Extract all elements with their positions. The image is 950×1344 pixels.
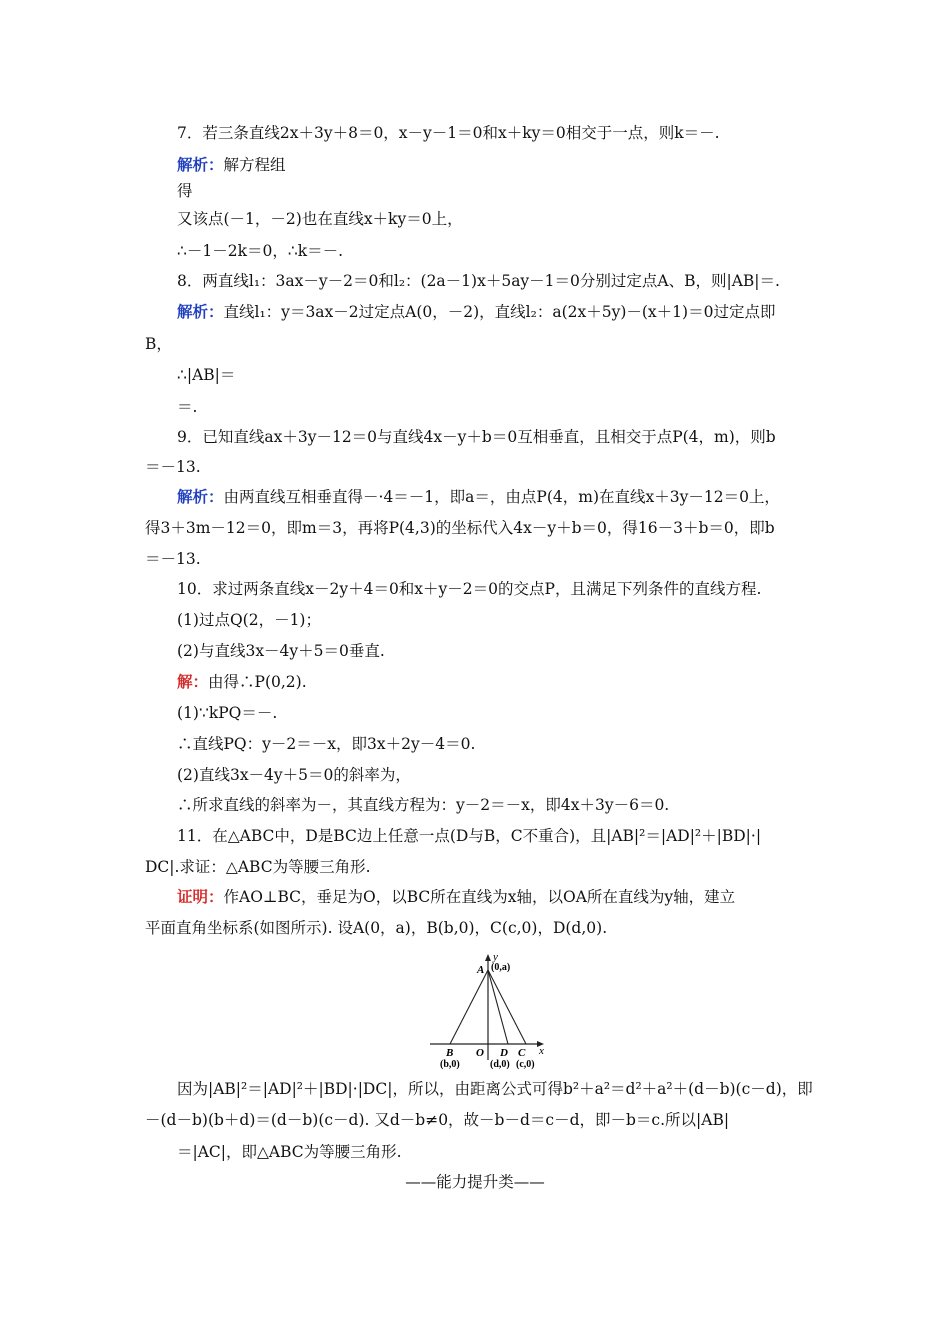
problem-10-line: (2)直线3x－4y＋5＝0的斜率为， xyxy=(177,766,411,784)
y-axis-label: y xyxy=(493,951,498,963)
analysis-text: 解方程组 xyxy=(223,156,286,174)
problem-10-line: (1)∵kPQ＝－. xyxy=(177,704,278,722)
problem-10-solution xyxy=(177,671,307,693)
proof-text: 作AO⊥BC，垂足为O，以BC所在直线为x轴，以OA所在直线为y轴，建立 xyxy=(223,888,736,906)
solution-text: 由得∴P(0,2). xyxy=(208,673,307,691)
point-A-coord: (0,a) xyxy=(491,962,511,973)
problem-7-line: ∴－1－2k＝0，∴k＝－. xyxy=(177,242,344,260)
proof-label: 证明： xyxy=(177,887,224,906)
problem-11-stem: 11．在△ABC中，D是BC边上任意一点(D与B，C不重合)，且|AB|²＝|AD|²＋|BD|·| xyxy=(177,827,762,845)
problem-7-line: 又该点(－1，－2)也在直线x＋ky＝0上， xyxy=(177,210,463,228)
problem-7-stem: 7．若三条直线2x＋3y＋8＝0，x－y－1＝0和x＋ky＝0相交于一点，则k＝－. xyxy=(177,124,720,142)
point-C-label: C xyxy=(518,1047,526,1059)
problem-9-line: 得3＋3m－12＝0，即m＝3，再将P(4,3)的坐标代入4x－y＋b＝0，得16－3＋b＝0，即b xyxy=(145,519,775,537)
problem-11-proof xyxy=(177,886,735,908)
analysis-text: 由两直线互相垂直得－·4＝－1，即a＝，由点P(4，m)在直线x＋3y－12＝0上， xyxy=(223,488,780,506)
point-D-label: D xyxy=(500,1047,508,1059)
problem-7-line: 得 xyxy=(177,182,193,200)
problem-8-stem: 8．两直线l₁：3ax－y－2＝0和l₂：(2a－1)x＋5ay－1＝0分别过定点A、B，则|AB|＝. xyxy=(177,272,780,290)
problem-9-stem: 9．已知直线ax＋3y－12＝0与直线4x－y＋b＝0互相垂直，且相交于点P(4，m)，则b xyxy=(177,428,776,446)
point-C-coord: (c,0) xyxy=(516,1059,535,1070)
triangle-figure xyxy=(420,948,560,1072)
origin-label: O xyxy=(476,1047,484,1059)
problem-11-line: 因为|AB|²＝|AD|²＋|BD|·|DC|，所以，由距离公式可得b²＋a²＝d²＋a²＋(d－b)(c－d)，即 xyxy=(177,1080,813,1098)
section-heading: ——能力提升类—— xyxy=(405,1173,545,1191)
x-axis-label: x xyxy=(539,1045,544,1057)
problem-10-condition: (1)过点Q(2，－1)； xyxy=(177,611,321,629)
analysis-text: 直线l₁：y＝3ax－2过定点A(0，－2)，直线l₂：a(2x＋5y)－(x＋1)＝0过定点即 xyxy=(223,303,776,321)
analysis-label: 解析： xyxy=(177,487,224,506)
point-D-coord: (d,0) xyxy=(490,1059,510,1070)
problem-11-line: －(d－b)(b＋d)＝(d－b)(c－d). 又d－b≠0，故－b－d＝c－d，即－b＝c.所以|AB| xyxy=(145,1111,730,1129)
solution-label: 解： xyxy=(177,672,209,691)
segment-AC xyxy=(488,970,526,1044)
problem-8-line: ＝. xyxy=(177,398,198,416)
point-B-label: B xyxy=(446,1047,454,1059)
segment-AD xyxy=(488,970,508,1044)
problem-11-stem: DC|.求证：△ABC为等腰三角形. xyxy=(145,858,371,876)
y-axis-arrow xyxy=(485,954,491,961)
problem-10-line: ∴所求直线的斜率为－，其直线方程为：y－2＝－x，即4x＋3y－6＝0. xyxy=(177,796,670,814)
problem-10-stem: 10．求过两条直线x－2y＋4＝0和x＋y－2＝0的交点P，且满足下列条件的直线方程. xyxy=(177,580,762,598)
problem-10-condition: (2)与直线3x－4y＋5＝0垂直. xyxy=(177,642,385,660)
problem-9-answer: ＝－13. xyxy=(145,458,201,476)
problem-10-line: ∴直线PQ：y－2＝－x，即3x＋2y－4＝0. xyxy=(177,735,476,753)
analysis-label: 解析： xyxy=(177,155,224,174)
problem-9-analysis xyxy=(177,486,780,508)
problem-11-line: ＝|AC|，即△ABC为等腰三角形. xyxy=(177,1143,402,1161)
point-B-coord: (b,0) xyxy=(440,1059,460,1070)
analysis-label: 解析： xyxy=(177,302,224,321)
problem-8-line: ∴|AB|＝ xyxy=(177,366,236,384)
problem-11-line: 平面直角坐标系(如图所示). 设A(0，a)，B(b,0)，C(c,0)，D(d,0). xyxy=(145,919,608,937)
problem-9-line: ＝－13. xyxy=(145,550,201,568)
point-A-label: A xyxy=(477,964,485,976)
problem-8-analysis xyxy=(177,301,775,323)
segment-AB xyxy=(450,970,488,1044)
problem-8-line: B， xyxy=(145,335,172,353)
problem-7-analysis xyxy=(177,154,286,176)
